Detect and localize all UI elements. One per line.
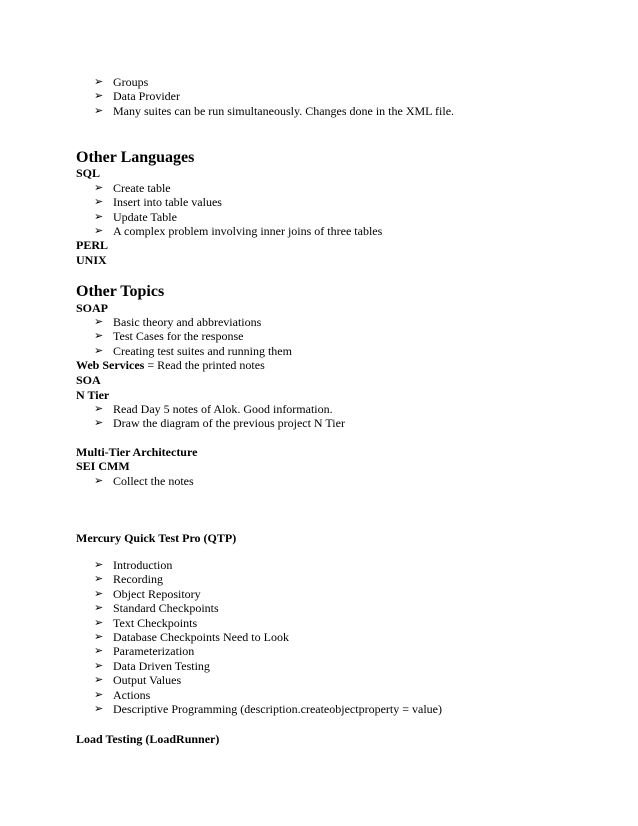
arrow-bullet-icon: ➢ xyxy=(94,558,104,571)
list-item xyxy=(76,673,616,687)
top-list xyxy=(76,75,616,118)
multitier-heading: Multi-Tier Architecture xyxy=(76,445,198,459)
arrow-bullet-icon: ➢ xyxy=(94,181,104,194)
multitier-heading-block xyxy=(76,445,616,459)
list-item-text: Data Driven Testing xyxy=(113,658,210,673)
perl-heading: PERL xyxy=(76,238,109,252)
list-item-text: Draw the diagram of the previous project N Tier xyxy=(113,416,345,431)
ntier-list xyxy=(76,402,616,431)
list-item-text: Actions xyxy=(113,687,151,702)
web-services-label: Web Services xyxy=(76,358,145,372)
perl-heading-block xyxy=(76,238,616,252)
arrow-bullet-icon: ➢ xyxy=(94,702,104,716)
arrow-bullet-icon: ➢ xyxy=(94,89,104,103)
arrow-bullet-icon: ➢ xyxy=(94,209,104,223)
ntier-list-section xyxy=(76,402,616,431)
other-topics-section xyxy=(76,283,616,301)
list-item-text: Groups xyxy=(113,75,149,89)
web-services-row xyxy=(76,358,616,372)
list-item-text: Create table xyxy=(113,181,171,195)
unix-heading-block xyxy=(76,253,616,267)
arrow-bullet-icon: ➢ xyxy=(94,572,104,586)
arrow-bullet-icon: ➢ xyxy=(94,673,104,687)
web-services-line xyxy=(76,358,616,372)
list-item xyxy=(76,416,616,430)
soa-heading-block xyxy=(76,373,616,387)
list-item xyxy=(76,601,616,615)
list-item-text: Database Checkpoints Need to Look xyxy=(113,630,289,645)
list-item xyxy=(76,688,616,702)
arrow-bullet-icon: ➢ xyxy=(94,687,104,701)
list-item-text: Standard Checkpoints xyxy=(113,601,219,616)
list-item xyxy=(76,181,616,195)
ntier-heading-block xyxy=(76,388,616,402)
arrow-bullet-icon: ➢ xyxy=(94,343,104,357)
list-item-text: Output Values xyxy=(113,673,182,688)
list-item xyxy=(76,558,616,572)
other-languages-section xyxy=(76,149,616,167)
list-item xyxy=(76,572,616,586)
list-item-text: Introduction xyxy=(113,558,173,572)
list-item-text: Read Day 5 notes of Alok. Good information. xyxy=(113,402,333,416)
arrow-bullet-icon: ➢ xyxy=(94,601,104,615)
list-item-text: Parameterization xyxy=(113,644,195,659)
list-item-text: Test Cases for the response xyxy=(113,329,244,344)
list-item xyxy=(76,75,616,89)
soap-list-section xyxy=(76,315,616,358)
list-item-text: Insert into table values xyxy=(113,195,222,210)
list-item-text: Descriptive Programming (description.createobjectproperty = value) xyxy=(113,702,442,717)
seicmm-list-section xyxy=(76,474,616,488)
soap-heading: SOAP xyxy=(76,301,109,315)
arrow-bullet-icon: ➢ xyxy=(94,644,104,658)
soa-heading: SOA xyxy=(76,373,101,387)
list-item xyxy=(76,315,616,329)
arrow-bullet-icon: ➢ xyxy=(94,630,104,644)
list-item xyxy=(76,702,616,716)
list-item xyxy=(76,616,616,630)
top-list-section xyxy=(76,75,616,118)
list-item-text: Basic theory and abbreviations xyxy=(113,315,262,329)
web-services-text: = Read the printed notes xyxy=(144,358,265,372)
seicmm-heading: SEI CMM xyxy=(76,459,130,473)
list-item-text: Text Checkpoints xyxy=(113,615,198,630)
qtp-list-section xyxy=(76,558,616,716)
list-item xyxy=(76,329,616,343)
list-item-text: Update Table xyxy=(113,209,177,224)
arrow-bullet-icon: ➢ xyxy=(94,103,104,117)
loadrunner-heading-block xyxy=(76,732,616,746)
list-item xyxy=(76,402,616,416)
list-item-text: Many suites can be run simultaneously. Changes done in the XML file. xyxy=(113,103,455,118)
qtp-heading: Mercury Quick Test Pro (QTP) xyxy=(76,531,237,545)
sql-heading-block xyxy=(76,166,616,180)
list-item xyxy=(76,89,616,103)
soap-list xyxy=(76,315,616,358)
arrow-bullet-icon: ➢ xyxy=(94,224,104,238)
list-item xyxy=(76,659,616,673)
arrow-bullet-icon: ➢ xyxy=(94,474,104,487)
sql-heading: SQL xyxy=(76,166,101,180)
list-item-text: Object Repository xyxy=(113,586,201,601)
list-item xyxy=(76,474,616,488)
list-item-text: Recording xyxy=(113,572,163,587)
list-item xyxy=(76,224,616,238)
arrow-bullet-icon: ➢ xyxy=(94,329,104,343)
list-item xyxy=(76,210,616,224)
list-item-text: A complex problem involving inner joins of three tables xyxy=(113,224,383,239)
seicmm-heading-block xyxy=(76,459,616,473)
arrow-bullet-icon: ➢ xyxy=(94,615,104,629)
qtp-heading-block xyxy=(76,531,616,545)
section-title: Other Topics xyxy=(76,283,165,300)
sql-list xyxy=(76,181,616,239)
arrow-bullet-icon: ➢ xyxy=(94,75,104,88)
arrow-bullet-icon: ➢ xyxy=(94,315,104,328)
ntier-heading: N Tier xyxy=(76,388,110,402)
arrow-bullet-icon: ➢ xyxy=(94,586,104,600)
list-item xyxy=(76,195,616,209)
list-item-text: Creating test suites and running them xyxy=(113,343,292,358)
qtp-list xyxy=(76,558,616,716)
seicmm-list xyxy=(76,474,616,488)
list-item xyxy=(76,104,616,118)
section-title: Other Languages xyxy=(76,149,195,166)
arrow-bullet-icon: ➢ xyxy=(94,195,104,209)
list-item xyxy=(76,344,616,358)
list-item xyxy=(76,587,616,601)
sql-list-section xyxy=(76,181,616,239)
arrow-bullet-icon: ➢ xyxy=(94,416,104,430)
list-item xyxy=(76,644,616,658)
list-item-text: Collect the notes xyxy=(113,474,194,488)
unix-heading: UNIX xyxy=(76,253,107,267)
list-item-text: Data Provider xyxy=(113,89,180,104)
soap-heading-block xyxy=(76,301,616,315)
loadrunner-heading: Load Testing (LoadRunner) xyxy=(76,732,220,746)
list-item xyxy=(76,630,616,644)
arrow-bullet-icon: ➢ xyxy=(94,402,104,415)
arrow-bullet-icon: ➢ xyxy=(94,658,104,672)
